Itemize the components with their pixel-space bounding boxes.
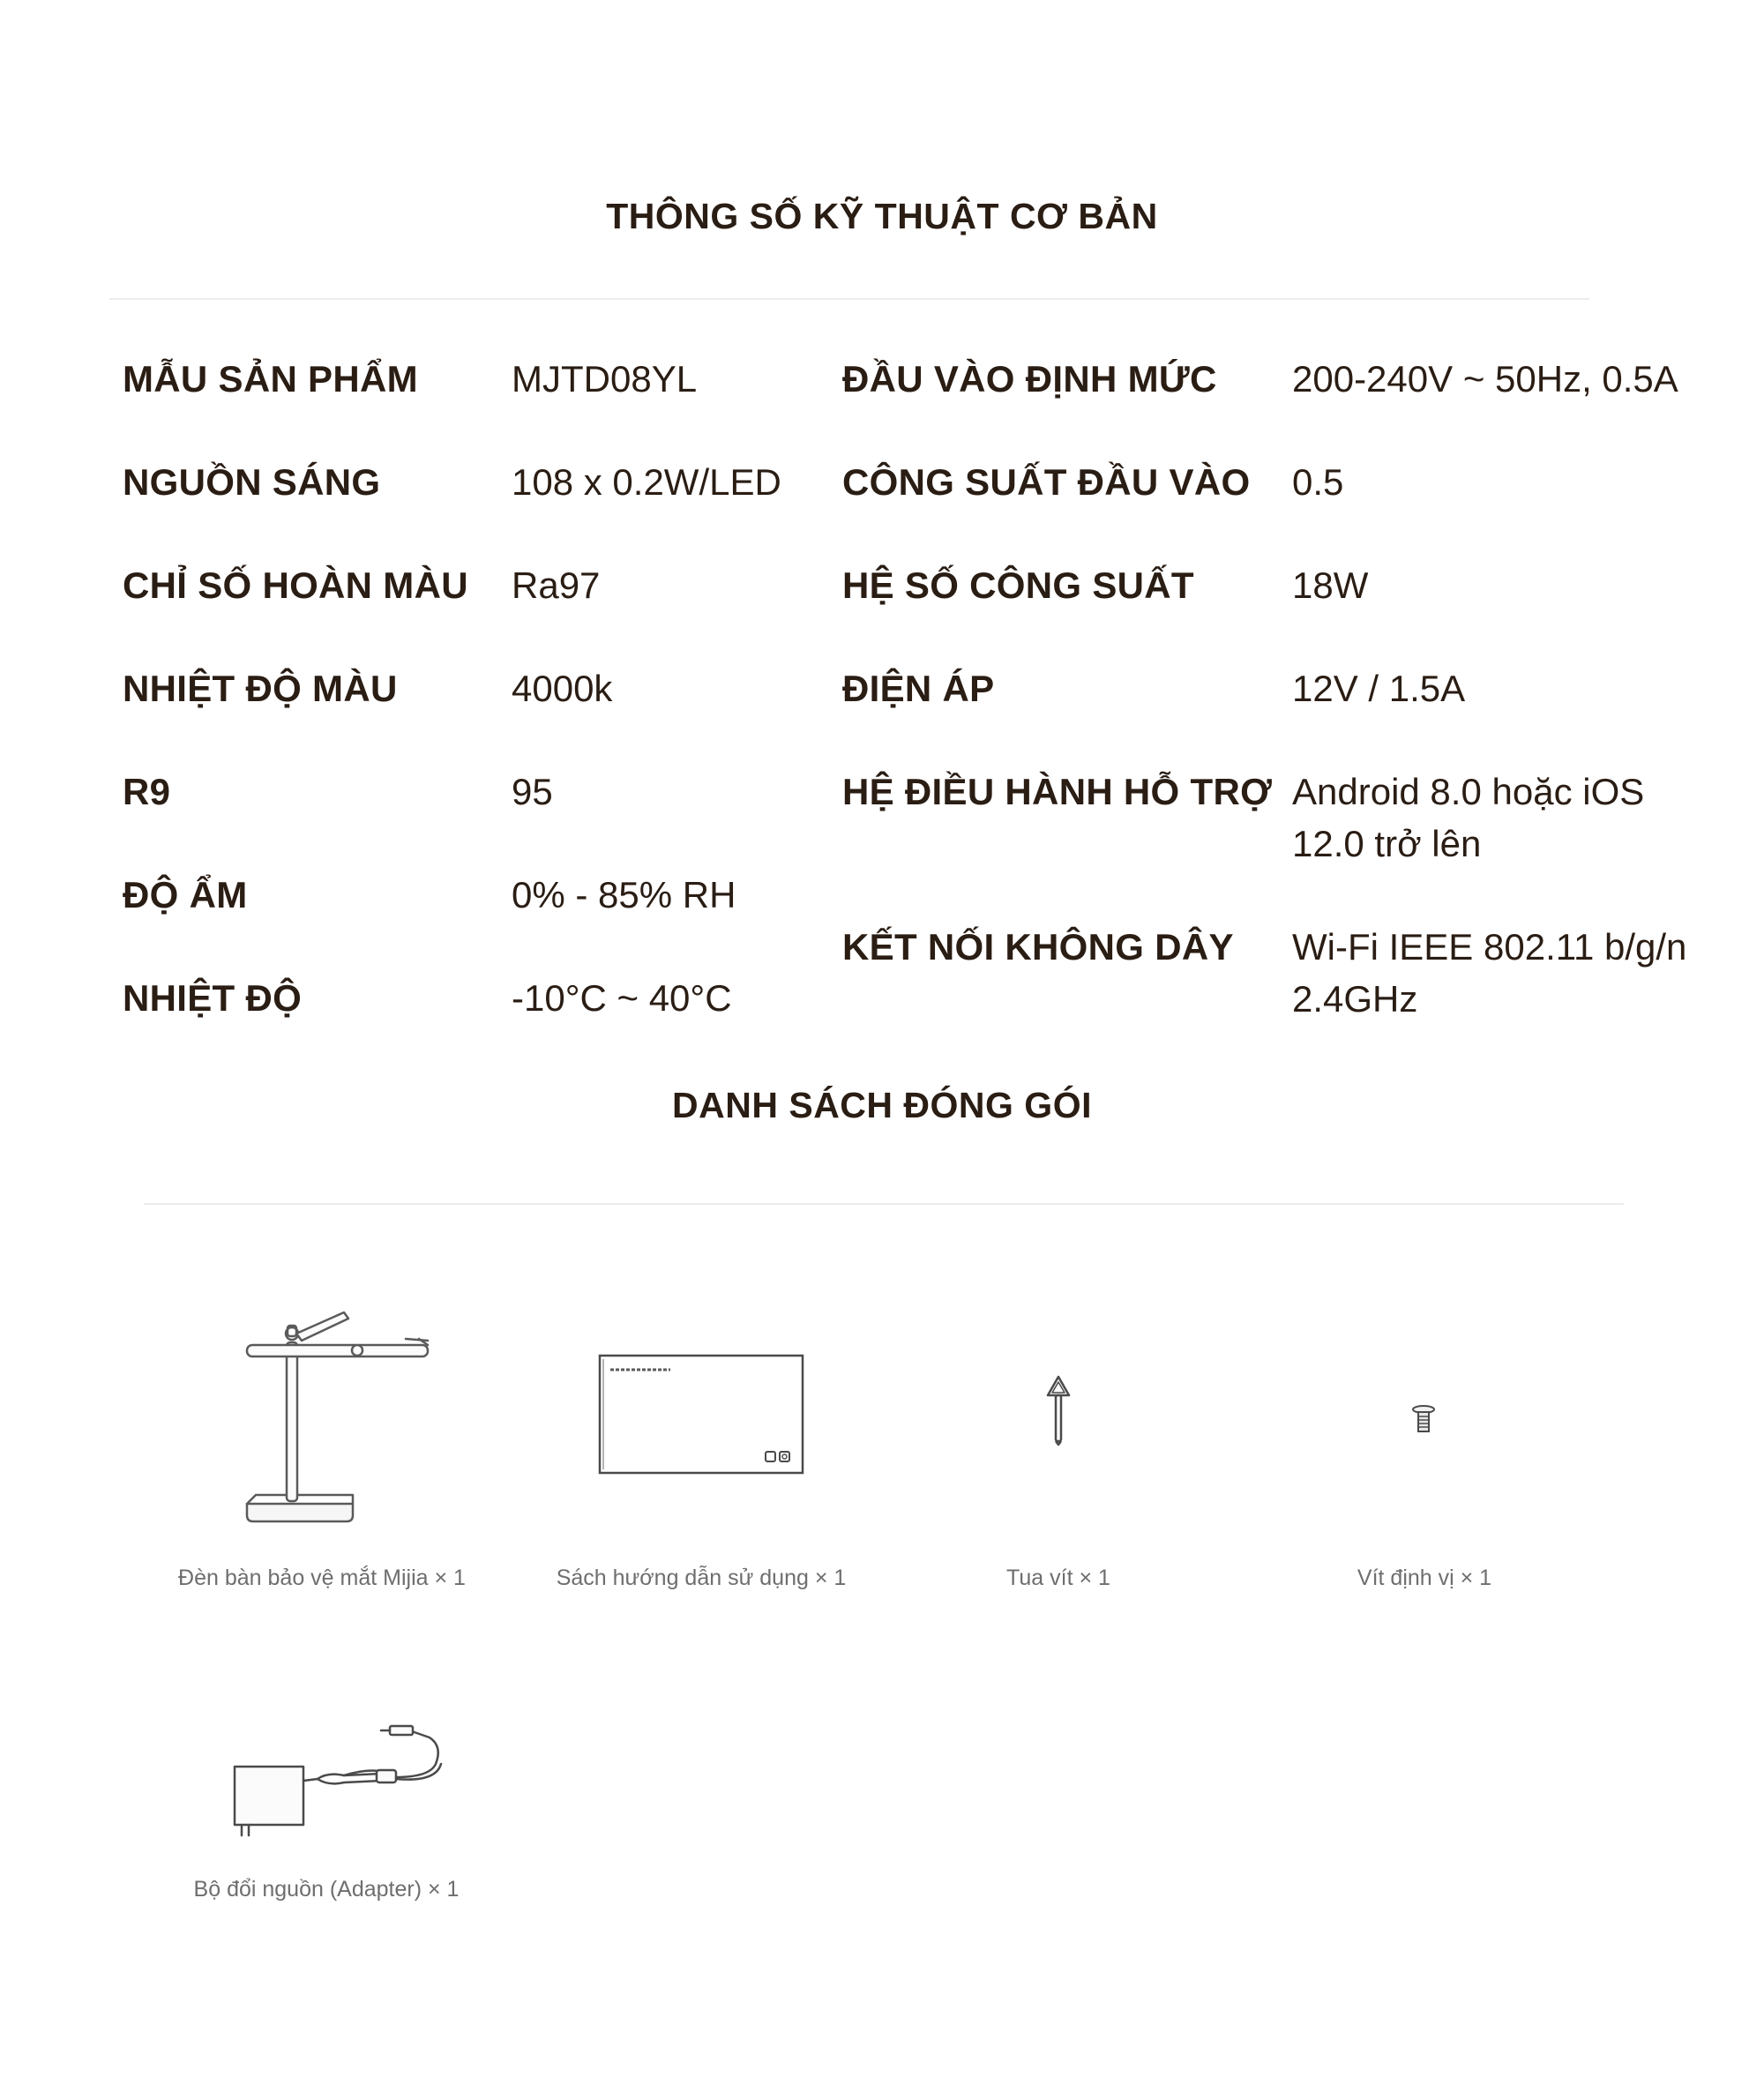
item-caption-manual: Sách hướng dẫn sử dụng × 1 — [556, 1566, 847, 1590]
item-caption-desk-lamp: Đèn bàn bảo vệ mắt Mijia × 1 — [178, 1566, 466, 1590]
spec-value-temperature: -10°C ~ 40°C — [512, 977, 732, 1019]
spec-label-power-factor: HỆ SỐ CÔNG SUẤT — [842, 564, 1194, 606]
spec-value-cri: Ra97 — [512, 564, 601, 606]
spec-value-os-support-line2: 12.0 trở lên — [1292, 823, 1482, 864]
spec-label-os-support: HỆ ĐIỀU HÀNH HỖ TRỢ — [842, 771, 1273, 812]
spec-label-temperature: NHIỆT ĐỘ — [123, 977, 303, 1019]
spec-value-wireless-line1: Wi-Fi IEEE 802.11 b/g/n — [1292, 926, 1687, 968]
spec-label-wireless: KẾT NỐI KHÔNG DÂY — [842, 926, 1234, 968]
spec-value-color-temp: 4000k — [512, 668, 613, 709]
screw-icon — [1410, 1404, 1437, 1434]
spec-label-rated-input: ĐẦU VÀO ĐỊNH MỨC — [842, 358, 1217, 400]
item-caption-screwdriver: Tua vít × 1 — [1006, 1566, 1110, 1590]
spec-label-color-temp: NHIỆT ĐỘ MÀU — [123, 668, 398, 709]
spec-value-rated-input: 200-240V ~ 50Hz, 0.5A — [1292, 358, 1678, 400]
spec-label-cri: CHỈ SỐ HOÀN MÀU — [123, 564, 468, 606]
screwdriver-icon — [1044, 1374, 1073, 1446]
spec-label-light-source: NGUỒN SÁNG — [123, 461, 381, 503]
spec-label-humidity: ĐỘ ẨM — [123, 874, 248, 915]
spec-label-input-power: CÔNG SUẤT ĐẦU VÀO — [842, 461, 1251, 503]
spec-value-input-power: 0.5 — [1292, 461, 1344, 503]
package-title: DANH SÁCH ĐÓNG GÓI — [672, 1085, 1092, 1125]
spec-value-wireless-line2: 2.4GHz — [1292, 978, 1418, 1020]
spec-value-humidity: 0% - 85% RH — [512, 874, 736, 915]
spec-value-light-source: 108 x 0.2W/LED — [512, 461, 781, 503]
specs-divider — [109, 298, 1589, 300]
spec-label-model: MẪU SẢN PHẨM — [123, 358, 418, 400]
spec-value-r9: 95 — [512, 771, 553, 812]
specs-title: THÔNG SỐ KỸ THUẬT CƠ BẢN — [606, 196, 1158, 236]
manual-book-icon — [598, 1354, 806, 1477]
power-adapter-icon — [231, 1715, 452, 1839]
item-caption-screw: Vít định vị × 1 — [1357, 1566, 1492, 1590]
spec-value-os-support-line1: Android 8.0 hoặc iOS — [1292, 771, 1645, 812]
spec-value-power-factor: 18W — [1292, 564, 1369, 606]
package-divider — [144, 1203, 1624, 1205]
spec-label-voltage: ĐIỆN ÁP — [842, 668, 995, 709]
spec-value-model: MJTD08YL — [512, 358, 698, 400]
spec-label-r9: R9 — [123, 771, 171, 812]
desk-lamp-icon — [220, 1297, 450, 1535]
item-caption-adapter: Bộ đổi nguồn (Adapter) × 1 — [193, 1877, 460, 1902]
spec-value-voltage: 12V / 1.5A — [1292, 668, 1466, 709]
